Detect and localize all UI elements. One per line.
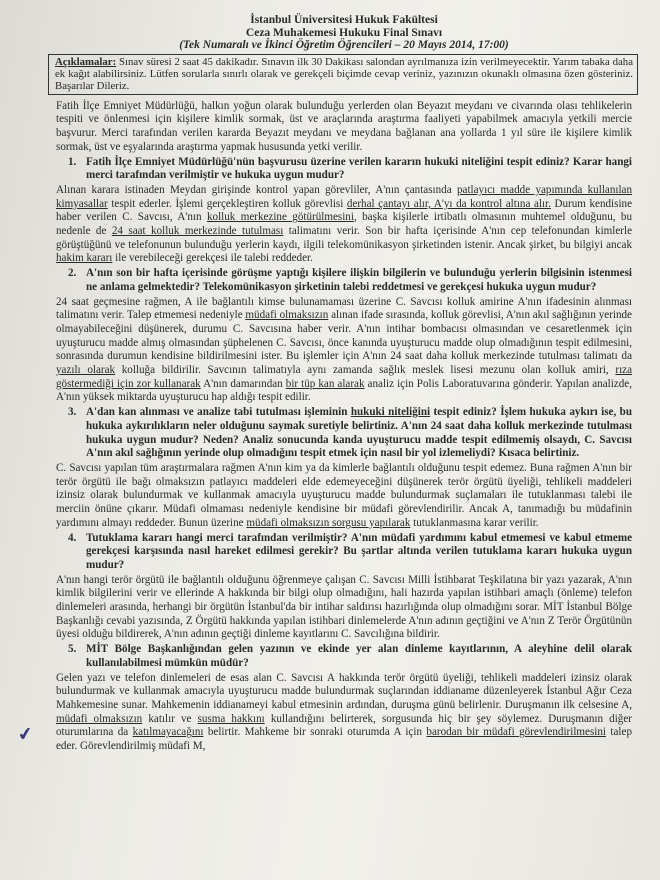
- case-paragraph-1: [56, 184, 632, 266]
- text-run: talimatını verir. Son bir hafta içerisinde A'nın cep telefonundan kimlerle görüştüğünü ve telefonunun bulunduğu yerlerin kaydı, ilgili telekomünikasyon şirketinden istenir. Ancak şirket, bu bilgiyi ancak: [56, 225, 632, 251]
- text-run: ile verebileceği gerekçesi ile talebi reddeder.: [112, 252, 313, 265]
- underlined-text: katılmayacağını: [132, 726, 204, 739]
- question-text: A'dan kan alınması ve analize tabi tutulması işleminin: [86, 406, 351, 419]
- instructions-text: Sınav süresi 2 saat 45 dakikadır. Sınavın ilk 30 Dakikası salondan ayrılmanıza izin verilmeyecektir. Yarım tabaka daha ek kağıt alabilirsiniz. Lütfen sorularla sınırlı olarak ve gerekçeli biçimde cevap veriniz, yazınızın okunaklı olmasına özen gösteriniz. Başarılar Dileriz.: [55, 55, 633, 93]
- underlined-text: rıza göstermediği için zor kullanarak: [56, 364, 632, 390]
- exam-subtitle: (Tek Numaralı ve İkinci Öğretim Öğrencileri – 20 Mayıs 2014, 17:00): [179, 39, 509, 51]
- question-text: A'nın son bir hafta içerisinde görüşme yaptığı kişilere ilişkin bilgilerin ve bulunduğu yerlerin bilgisinin istenmesi ne anlama gelmektedir? Telekomünikasyon şirketinin talebi reddetmesi ve gerekçesi hukuka uygun mudur?: [86, 267, 632, 293]
- question-text: tespit ediniz? İşlem hukuka aykırı ise, bu hukuka aykırılıkların neler olduğunu saymak suretiyle belirtiniz. A'nın 24 saat daha kolluk merkezinde tutulması hukuka uygun mudur? Neden? Analiz sonucunda kanda uyuşturucu madde tespit edilmemiş olsaydı, C. Savcısı A'nın akıl sağlığının yerinde olup olmadığını tespit etmek için nasıl bir yol izlemeliydi? Kısaca belirtiniz.: [86, 406, 633, 460]
- question-text: Tutuklama kararı hangi merci tarafından verilmiştir? A'nın müdafi yardımını kabul etmemesi ve kabul etmeme gerekçesi karşısında nasıl hareket edilmesi gerekir? Bu şartlar altında verilen tutuklama kararı hukuka uygun mudur?: [86, 531, 632, 571]
- question-text: MİT Bölge Başkanlığından gelen yazının ve ekinde yer alan dinleme kayıtlarının, A aleyhine delil olarak kullanılabilmesi mümkün müdür?: [86, 643, 632, 669]
- underlined-text: susma hakkını: [197, 712, 265, 725]
- instructions-label: Açıklamalar:: [55, 55, 117, 68]
- text-run: C. Savcısı yapılan tüm araştırmalara rağmen A'nın kim ya da kimlerle bağlantılı olduğunu tespit edemez. Buna rağmen A'nın bir terör örgütü ile bağı olmaksızın patlayıcı maddeleri elde edemeyeceğini düşünerek terör örgütü üyeliği, tehlikeli maddeleri izinsiz olarak bulundurmak ve kullanmak amacıyla uyuşturucu madde bulundurmak suçlamaları ile tutuklanması talebi ile merciin önüne çıkarır. Müdafi olmaması nedeniyle kendisine bir müdafi görevlendirilir. Ancak A, tanımadığı bu müdafinin yardımını almayı reddeder. Bunun üzerine: [56, 462, 632, 529]
- underlined-text: müdafi olmaksızın: [56, 712, 143, 725]
- underlined-text: müdafi olmaksızın: [245, 309, 329, 322]
- text-run: kolluğa bildirilir. Savcının talimatıyla aynı zamanda sağlık meslek lisesi mezunu olan kolluk amiri,: [115, 364, 616, 377]
- text-run: kullandığını belirterek, sorgusunda hiç bir şey söylemez. Duruşmanın diğer oturumlarına da: [56, 712, 632, 739]
- case-paragraph-5: [56, 672, 632, 754]
- course-title: Ceza Muhakemesi Hukuku Final Sınavı: [245, 26, 443, 39]
- question-4: [56, 532, 632, 573]
- underlined-text: 24 saat kolluk merkezinde tutulması: [111, 225, 284, 238]
- exam-header: [56, 14, 632, 52]
- text-run: A'nın damarından: [200, 377, 286, 390]
- case-paragraph-2: [56, 296, 632, 406]
- underlined-text: hakim kararı: [56, 252, 113, 265]
- underlined-text: yazılı olarak: [56, 364, 116, 377]
- handwritten-check-mark-icon: ✔: [16, 722, 35, 747]
- underlined-text: müdafi olmaksızın sorgusu yapılarak: [246, 516, 411, 529]
- faculty-title: İstanbul Üniversitesi Hukuk Fakültesi: [250, 14, 438, 26]
- question-number: 3.: [68, 406, 77, 419]
- underlined-text: barodan bir müdafi görevlendirilmesini: [426, 726, 607, 739]
- underlined-text: hukuki niteliğini: [350, 406, 431, 419]
- case-paragraph-3: [56, 462, 632, 531]
- underlined-text: kolluk merkezine götürülmesini: [206, 211, 354, 224]
- question-1: [56, 156, 632, 183]
- text-run: talep eder. Görevlendirilmiş müdafi M,: [56, 726, 632, 753]
- text-run: tespit ederler. İşlemi gerçekleştiren kolluk görevlisi: [107, 197, 347, 210]
- text-run: katılır ve: [142, 712, 198, 725]
- question-number: 2.: [68, 267, 77, 280]
- text-run: 24 saat geçmesine rağmen, A ile bağlantılı kimse bulunamaması üzerine C. Savcısı kolluk amirine A'nın ifadesinin alınması talimatını verir. Talep etmemesi nedeniyle: [56, 295, 632, 322]
- text-run: Durum kendisine haber verilen C. Savcısı, A'nın: [56, 197, 633, 224]
- underlined-text: derhal çantayı alır, A'yı da kontrol altına alır.: [346, 197, 551, 210]
- underlined-text: patlayıcı madde yapımında kullanılan kimyasallar: [56, 183, 633, 210]
- text-run: Gelen yazı ve telefon dinlemeleri de esas alan C. Savcısı A hakkında terör örgütü üyeliği, tehlikeli maddeleri izinsiz olarak bulundurmak ve kullanmak amacıyla uyuşturucu madde bulundurmak suçlarından iddianame düzenleyerek İstanbul Ağır Ceza Mahkemesine sunar. Mahkemenin iddianameyi kabul etmesinin ardından, duruşma günü belirlenir. Duruşmanın ilk celsesine A,: [56, 671, 632, 711]
- question-2: [56, 267, 632, 294]
- question-number: 1.: [68, 155, 77, 168]
- question-3: [56, 406, 632, 461]
- text-run: analiz için Polis Laboratuvarına gönderir. Yapılan analizde, A'nın yüksek miktarda uyuşturucu hap aldığı tespit edilir.: [56, 377, 632, 404]
- underlined-text: bir tüp kan alarak: [285, 377, 365, 390]
- text-run: , başka kişilerle irtibatlı olmasının muhtemel olduğunu, bu nedenle de: [56, 211, 632, 238]
- question-text: Fatih İlçe Emniyet Müdürlüğü'nün başvurusu üzerine verilen kararın hukuki niteliğini tespit ediniz? Karar hangi merci tarafından verilmiştir ve hukuka uygun mudur?: [86, 155, 632, 182]
- question-number: 5.: [68, 643, 77, 656]
- question-5: [56, 643, 632, 670]
- instructions-box: [48, 54, 638, 95]
- text-run: tutuklanmasına karar verilir.: [410, 516, 539, 529]
- text-run: alınan ifade sırasında, kolluk görevlisi, A'nın akıl sağlığının yerinde olmayabileceğini düşünerek, durumu C. Savcısına haber verir. A'nın intihar bombacısı olmasından ve cesaretlenmek için uyuşturucu madde almış olmasından şüphelenen C. Savcısı, önce kanında uyuşturucu madde olup olmadığının tespit edilmesini, sonrasında durumun kendisine bildirilmesini ister. Bu işlemler için A'nın 24 saat daha kolluk merkezinde tutulması talimatı da: [56, 309, 632, 363]
- text-run: belirtir. Mahkeme bir sonraki oturumda A için: [203, 726, 427, 739]
- text-run: Alınan karara istinaden Meydan girişinde kontrol yapan görevliler, A'nın çantasında: [56, 183, 457, 196]
- case-intro: Fatih İlçe Emniyet Müdürlüğü, halkın yoğun olarak bulunduğu yerlerden olan Beyazıt meydanı ve civarında olası tehlikelerin tespiti ve önlenmesi için kişilere kimlik sormak, üst ve araçlarında araştırma faaliyeti yapabilmek amacıyla yetkili mercie başvurur. Merci tarafından verilen kararda Beyazıt meydanı ve meydana bağlanan ana yollarda 1 yıl süre ile kişilere kimlik sormak, üst ve eşyalarında araştırma yapmak hususunda yetki verilir.: [56, 99, 632, 153]
- case-paragraph-4: A'nın hangi terör örgütü ile bağlantılı olduğunu öğrenmeye çalışan C. Savcısı Milli İstihbarat Teşkilatına bir yazı yazarak, A'nın kimlik bilgilerini verir ve ellerinde A hakkında bir bilgi olup olmadığını, hali hazırda yapılan istihbari amaçlı (önleme) telefon dinlemeleri arasında, herhangi bir örgütün İstanbul'da bir intihar saldırısı hazırlığında olup olmadığını sorar. MİT İstanbul Bölge Başkanlığı cevabi yazısında, Z Örgütü hakkında yapılan istihbari dinlemelerde A'nın adının geçtiğini ve A'nın Z Terör Örgütünün üyesi olduğu bildirerek, A'nın adının geçtiği dinleme kayıtlarını C. Savcılığına bildirir.: [56, 573, 632, 641]
- question-number: 4.: [68, 531, 77, 544]
